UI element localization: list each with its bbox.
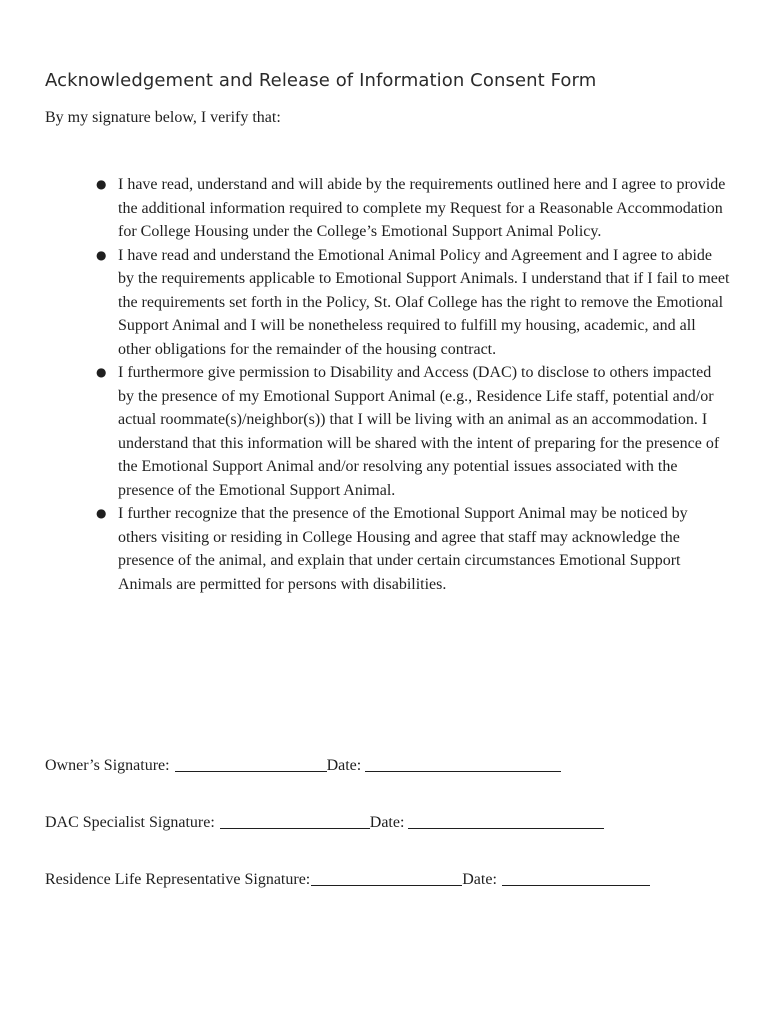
owner-signature-label: Owner’s Signature: (45, 757, 170, 774)
dac-signature-label: DAC Specialist Signature: (45, 814, 215, 831)
list-item-text: I have read, understand and will abide by the requirements outlined here and I agree to provide the additional information required to complete my Request for a Reasonable Accommodation for College Housing under the College’s Emotional Support Animal Policy. (118, 176, 726, 240)
owner-date-label: Date: (326, 757, 362, 774)
acknowledgement-list (96, 173, 730, 596)
owner-signature-field[interactable] (175, 757, 327, 772)
dac-signature-field[interactable] (220, 814, 370, 829)
residence-life-signature-field[interactable] (311, 871, 462, 886)
residence-life-date-label: Date: (462, 871, 497, 888)
list-item (96, 361, 730, 502)
list-item (96, 173, 730, 244)
bullet-icon: ● (96, 506, 107, 520)
bullet-icon: ● (96, 247, 107, 262)
list-item (96, 244, 730, 362)
bullet-icon: ● (96, 177, 107, 191)
residence-life-signature-row (45, 869, 650, 889)
owner-signature-row (45, 755, 561, 775)
dac-signature-row (45, 812, 604, 832)
list-item (96, 502, 730, 596)
intro-text: By my signature below, I verify that: (45, 109, 281, 126)
list-item-text: I have read and understand the Emotional Animal Policy and Agreement and I agree to abide by the requirements applicable to Emotional Support Animals. I understand that if I fail to meet the requirements set forth in the Policy, St. Olaf College has the right to remove the Emotional Support Animal and I will be nonetheless required to fulfill my housing, academic, and all other obligations for the remainder of the housing contract. (118, 246, 730, 358)
list-item-text: I furthermore give permission to Disability and Access (DAC) to disclose to others impacted by the presence of my Emotional Support Animal (e.g., Residence Life staff, potential and/or actual roommate(s)/neighbor(s)) that I will be living with an animal as an accommodation. I understand that this information will be shared with the intent of preparing for the presence of the Emotional Support Animal and/or resolving any potential issues associated with the presence of the Emotional Support Animal. (118, 364, 720, 499)
dac-date-label: Date: (369, 814, 405, 831)
list-item-text: I further recognize that the presence of the Emotional Support Animal may be noticed by others visiting or residing in College Housing and agree that staff may acknowledge the presence of the animal, and explain that under certain circumstances Emotional Support Animals are permitted for persons with disabilities. (118, 505, 688, 593)
owner-date-field[interactable] (365, 757, 561, 772)
dac-date-field[interactable] (408, 814, 604, 829)
bullet-icon: ● (96, 365, 107, 379)
residence-life-date-field[interactable] (502, 871, 650, 886)
form-title: Acknowledgement and Release of Information Consent Form (45, 70, 597, 91)
residence-life-signature-label: Residence Life Representative Signature: (45, 871, 311, 888)
